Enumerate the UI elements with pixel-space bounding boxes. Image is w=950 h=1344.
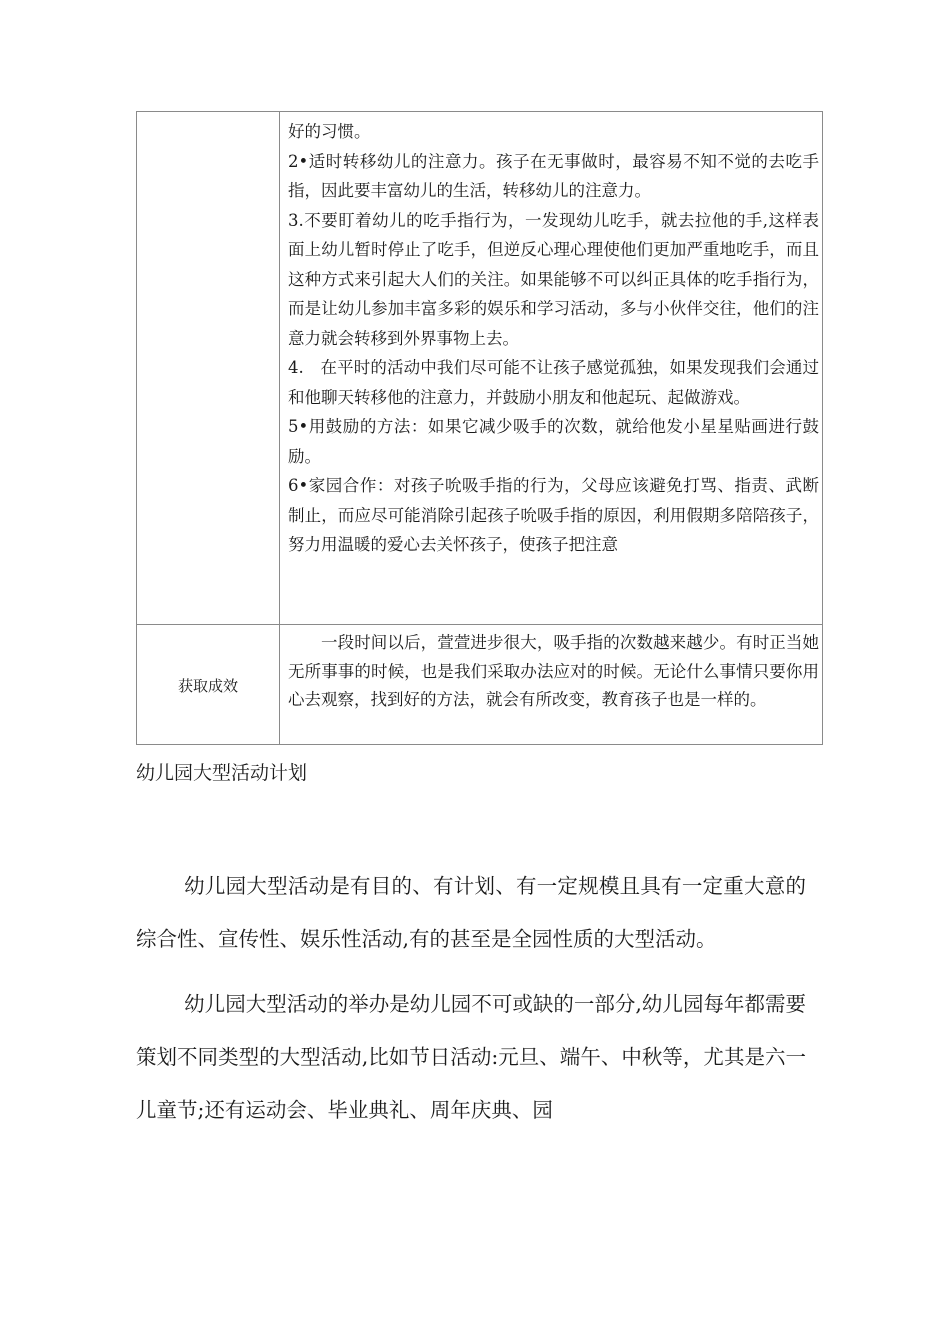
measures-paragraph: 5•用鼓励的方法：如果它减少吸手的次数，就给他发小星星贴画进行鼓励。 [288,417,819,466]
measures-paragraph: 2•适时转移幼儿的注意力。孩子在无事做时，最容易不知不觉的去吃手指，因此要丰富幼儿的生活，转移幼儿的注意力。 [288,151,819,200]
activity-table [136,111,823,745]
measures-cell [280,112,823,624]
measures-paragraph: 4. 在平时的活动中我们尽可能不让孩子感觉孤独，如果发现我们会通过和他聊天转移他的注意力，并鼓励小朋友和他起玩、起做游戏。 [288,358,819,407]
measures-paragraph: 好的习惯。 [288,122,371,141]
result-label: 获取成效 [177,676,238,695]
body-text [136,860,806,1149]
result-cell [280,625,823,745]
result-text: 一段时间以后，萱萱进步很大，吸手指的次数越来越少。有时正当她无所事事的时候，也是我们采取办法应对的时候。无论什么事情只要你用心去观察，找到好的方法，就会有所改变，教育孩子也是一样的。 [288,633,819,709]
measures-paragraph: 3.不要盯着幼儿的吃手指行为，一发现幼儿吃手，就去拉他的手,这样表面上幼儿暂时停止了吃手，但逆反心理心理使他们更加严重地吃手，而且这种方式来引起大人们的关注。如果能够不可以纠正具体的吃手指行为，而是让幼儿参加丰富多彩的娱乐和学习活动，多与小伙伴交往，他们的注意力就会转移到外界事物上去。 [288,210,819,348]
measures-paragraph: 6•家园合作：对孩子吮吸手指的行为，父母应该避免打骂、指责、武断制止，而应尽可能消除引起孩子吮吸手指的原因，利用假期多陪陪孩子，努力用温暖的爱心去关怀孩子，使孩子把注意 [288,476,819,554]
body-paragraph: 幼儿园大型活动的举办是幼儿园不可或缺的一部分,幼儿园每年都需要策划不同类型的大型活动,比如节日活动:元旦、端午、中秋等，尤其是六一儿童节;还有运动会、毕业典礼、周年庆典、园 [136,992,806,1122]
body-paragraph: 幼儿园大型活动是有目的、有计划、有一定规模且具有一定重大意的综合性、宣传性、娱乐性活动,有的甚至是全园性质的大型活动。 [136,874,806,951]
section-title: 幼儿园大型活动计划 [136,762,308,784]
